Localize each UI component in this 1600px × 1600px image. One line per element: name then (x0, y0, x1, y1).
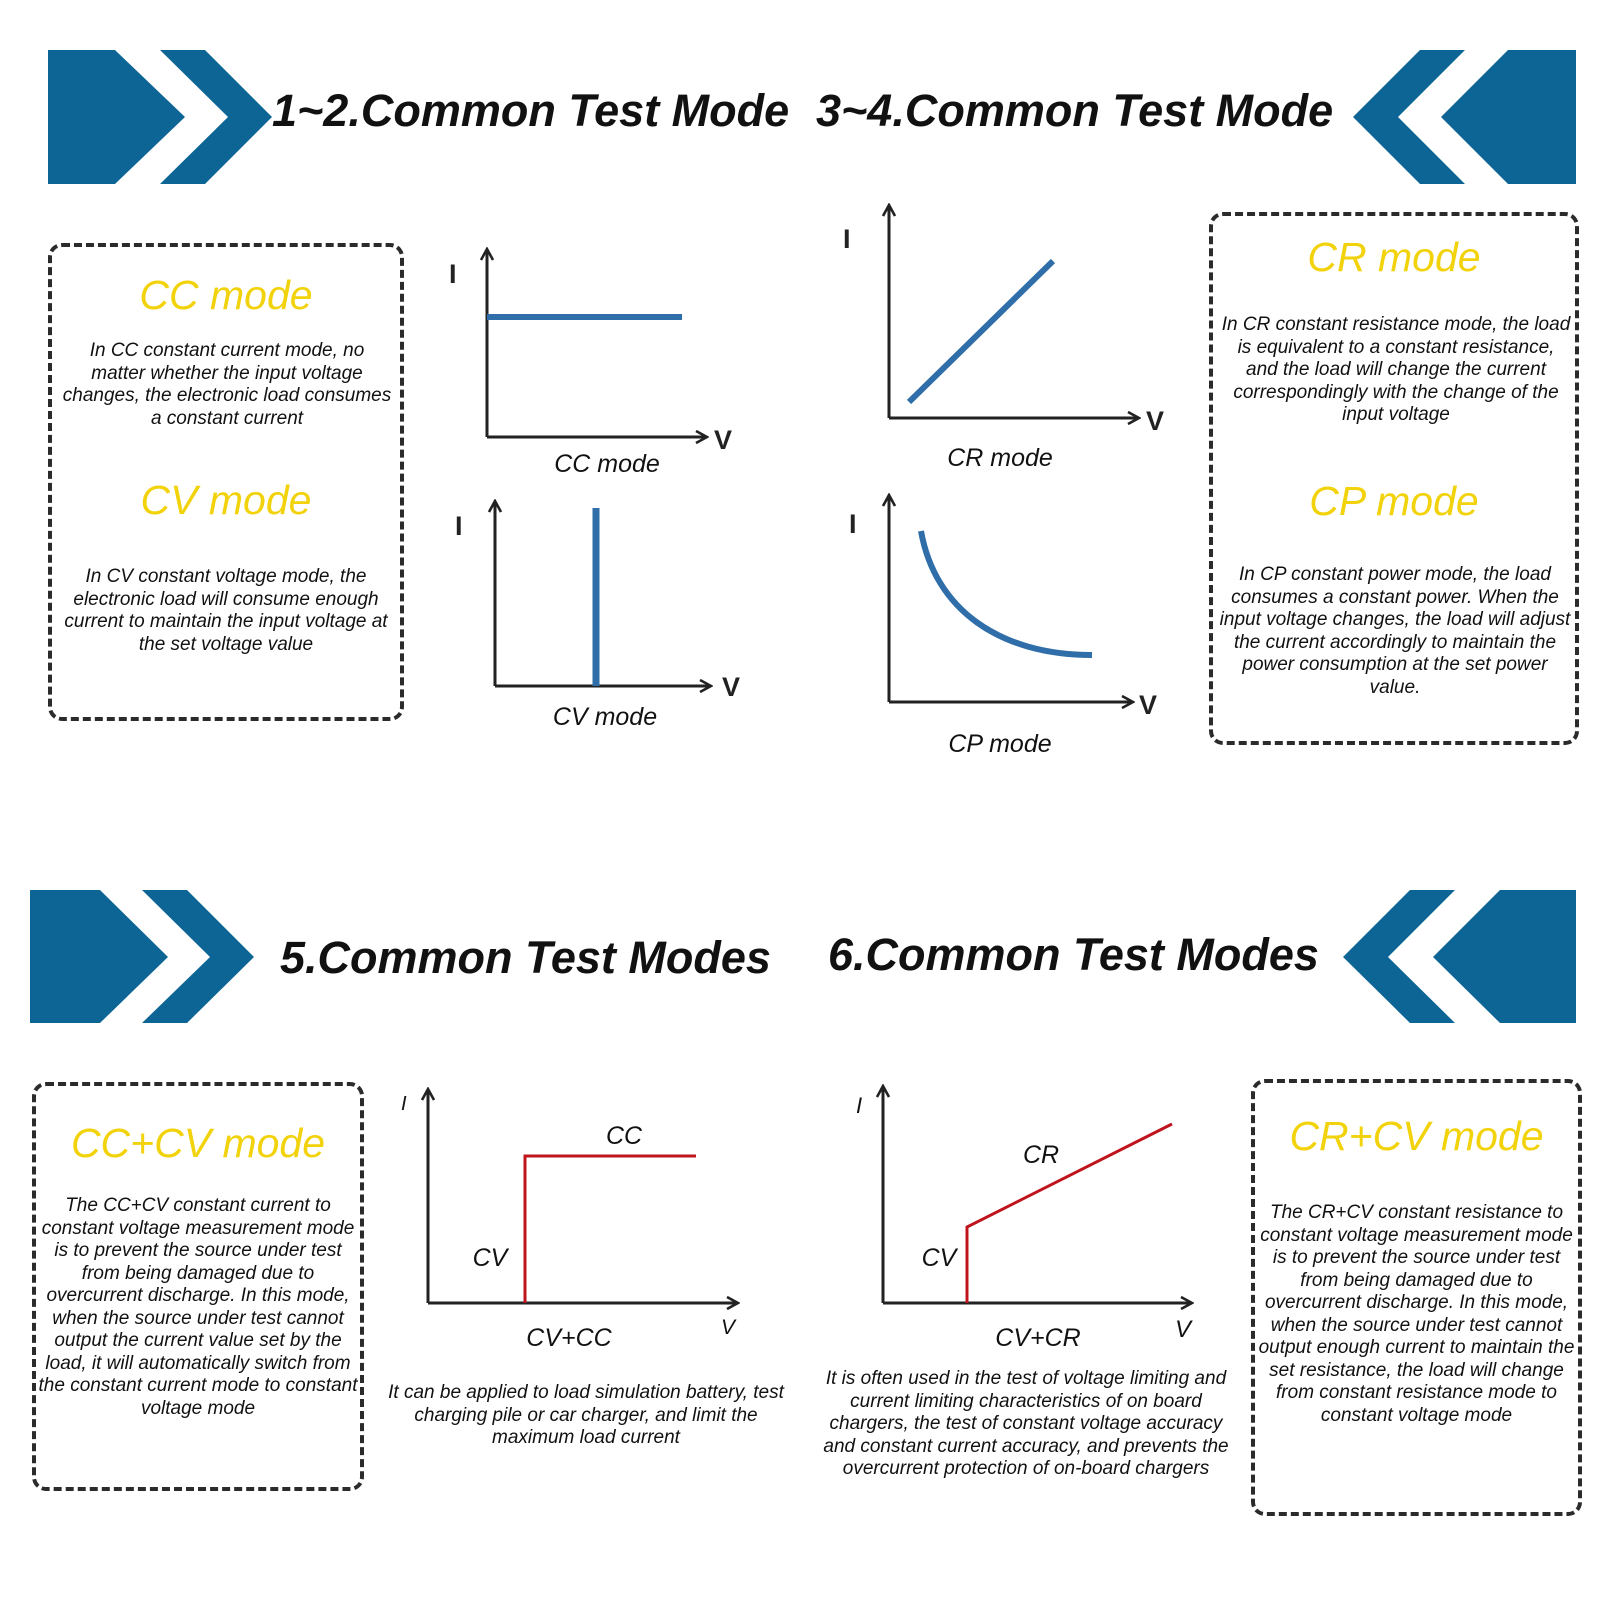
cv-mode-description: In CV constant voltage mode, the electronic load will consume enough current to maintain the input voltage at the set voltage value (64, 566, 388, 655)
x-axis-label: V (714, 425, 733, 455)
x-axis-label: V (1146, 406, 1165, 436)
y-axis-label: I (849, 509, 857, 539)
cp-mode-title: CP mode (1309, 478, 1479, 524)
cv-cc-application-note: It can be applied to load simulation battery, test charging pile or car charger, and limit the maximum load current (388, 1382, 784, 1448)
cv-mode-title: CV mode (140, 477, 312, 523)
banner-title-top-right: 3~4.Common Test Mode (816, 85, 1334, 136)
cr-mode-description: In CR constant resistance mode, the load is equivalent to a constant resistance, and the load will change the current correspondingly with the change of the input voltage (1221, 314, 1571, 425)
graph-caption: CP mode (948, 730, 1052, 758)
cp-curve (921, 531, 1092, 655)
x-axis-label: V (722, 672, 741, 702)
x-axis-label: V (1175, 1316, 1192, 1343)
cc-plus-cv-mode-title: CC+CV mode (70, 1120, 326, 1166)
graph-cc (449, 250, 732, 478)
graph-caption: CR mode (947, 444, 1053, 472)
cv-cr-curve (967, 1124, 1172, 1303)
graph-cr (843, 206, 1164, 472)
lower-label-cv: CV (472, 1244, 508, 1272)
banner-title-bottom-right: 6.Common Test Modes (828, 929, 1319, 980)
graph-cv-cc (401, 1090, 737, 1352)
y-axis-label: I (455, 511, 463, 541)
x-axis-label: V (721, 1316, 736, 1339)
cr-curve (909, 261, 1053, 402)
upper-label-cr: CR (1022, 1141, 1060, 1169)
chevron-right-icon (48, 50, 185, 184)
y-axis-label: I (843, 224, 851, 254)
cr-mode-title: CR mode (1307, 234, 1481, 280)
banner-title-bottom-left: 5.Common Test Modes (280, 932, 771, 983)
x-axis-label: V (1139, 690, 1158, 720)
cv-cc-curve (525, 1156, 696, 1303)
chevron-right-icon (30, 890, 168, 1023)
cr-plus-cv-description: The CR+CV constant resistance to constant voltage measurement mode is to prevent the source under test from being damaged due to overcurrent discharge. In this mode, when the source under test cannot output enough current to maintain the set resistance, the load will change from constant resistance mode to constant voltage mode (1258, 1202, 1575, 1426)
cr-plus-cv-mode-title: CR+CV mode (1289, 1113, 1544, 1159)
chevron-left-icon (1441, 50, 1576, 184)
chevron-left-icon (1433, 890, 1576, 1023)
cc-mode-description: In CC constant current mode, no matter whether the input voltage changes, the electronic load consumes a constant current (62, 340, 392, 429)
graph-caption: CC mode (554, 450, 660, 478)
banner-top-left-chevrons (48, 50, 272, 184)
graph-caption: CV+CC (526, 1324, 612, 1352)
cv-cr-application-note: It is often used in the test of voltage limiting and current limiting characteristics of on board chargers, the test of constant voltage accuracy and constant current accuracy, and prevents the overcurrent protection of on-board chargers (823, 1368, 1229, 1479)
upper-label-cc: CC (605, 1122, 643, 1150)
banner-bottom-left-chevrons (30, 890, 254, 1023)
graph-cv (455, 502, 740, 731)
cp-mode-description: In CP constant power mode, the load consumes a constant power. When the input voltage changes, the load will adjust the current accordingly to maintain the power consumption at the set power value. (1219, 564, 1571, 698)
lower-label-cv: CV (921, 1244, 957, 1272)
y-axis-label: I (856, 1093, 863, 1118)
banner-title-top-left: 1~2.Common Test Mode (272, 85, 790, 136)
y-axis-label: I (401, 1093, 407, 1115)
cc-mode-title: CC mode (139, 272, 313, 318)
banner-bottom-right-chevrons (1343, 890, 1576, 1023)
cc-plus-cv-description: The CC+CV constant current to constant voltage measurement mode is to prevent the source under test from being damaged due to overcurrent discharge. In this mode, when the source under test cannot output the current value set by the load, it will automatically switch from the constant current mode to constant voltage mode (38, 1195, 358, 1419)
graph-caption: CV+CR (995, 1324, 1081, 1352)
y-axis-label: I (449, 259, 457, 289)
graph-cp (849, 496, 1157, 758)
banner-top-right-chevrons (1353, 50, 1576, 184)
graph-caption: CV mode (552, 703, 658, 731)
graph-cv-cr (856, 1087, 1193, 1352)
